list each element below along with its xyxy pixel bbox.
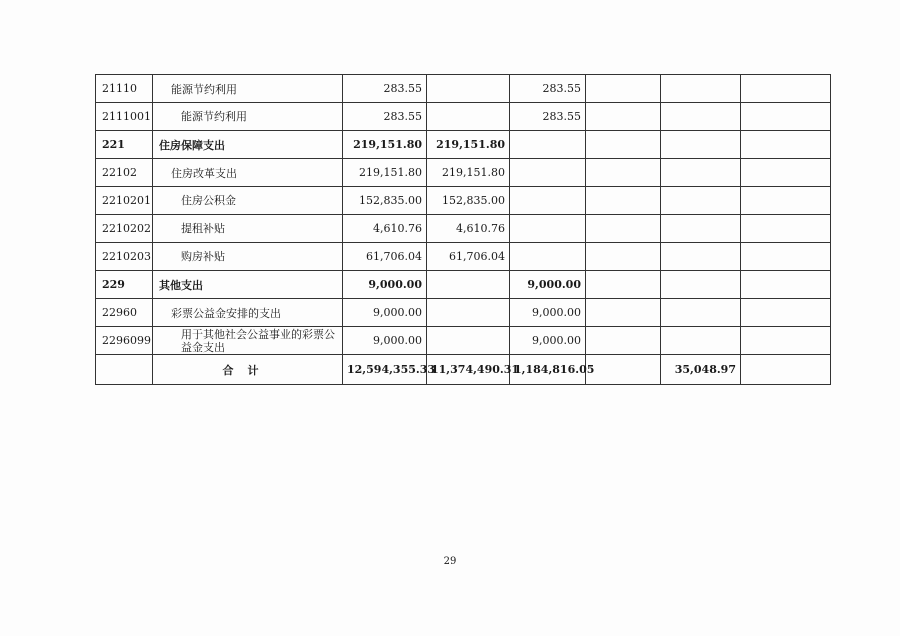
table-row bbox=[96, 299, 831, 327]
row-code: 2296099 bbox=[96, 327, 153, 355]
row-amount-c3 bbox=[510, 215, 586, 243]
row-name: 其他支出 bbox=[153, 271, 343, 299]
row-code: 2111001 bbox=[96, 103, 153, 131]
row-amount-c1: 9,000.00 bbox=[343, 327, 427, 355]
row-name: 住房改革支出 bbox=[153, 159, 343, 187]
row-amount-c6 bbox=[741, 187, 831, 215]
row-amount-c5 bbox=[661, 103, 741, 131]
row-amount-c2 bbox=[427, 299, 510, 327]
table-body bbox=[96, 75, 831, 385]
row-amount-c1: 61,706.04 bbox=[343, 243, 427, 271]
row-amount-c3: 9,000.00 bbox=[510, 299, 586, 327]
row-name: 住房公积金 bbox=[153, 187, 343, 215]
row-amount-c1: 283.55 bbox=[343, 75, 427, 103]
row-amount-c4 bbox=[586, 103, 661, 131]
row-name: 能源节约利用 bbox=[153, 75, 343, 103]
row-amount-c2: 4,610.76 bbox=[427, 215, 510, 243]
table-row bbox=[96, 75, 831, 103]
row-code: 22102 bbox=[96, 159, 153, 187]
row-amount-c6 bbox=[741, 243, 831, 271]
row-amount-c5 bbox=[661, 271, 741, 299]
row-amount-c3: 283.55 bbox=[510, 103, 586, 131]
row-amount-c2: 219,151.80 bbox=[427, 131, 510, 159]
row-code: 2210201 bbox=[96, 187, 153, 215]
row-amount-c5 bbox=[661, 187, 741, 215]
row-name: 用于其他社会公益事业的彩票公益金支出 bbox=[153, 327, 343, 355]
table-row bbox=[96, 215, 831, 243]
total-label: 合计 bbox=[153, 355, 343, 385]
row-amount-c4 bbox=[586, 187, 661, 215]
row-amount-c6 bbox=[741, 327, 831, 355]
row-amount-c6 bbox=[741, 131, 831, 159]
row-amount-c6 bbox=[741, 299, 831, 327]
table-row bbox=[96, 159, 831, 187]
row-amount-c3: 9,000.00 bbox=[510, 271, 586, 299]
budget-expenditure-table bbox=[95, 74, 831, 385]
row-amount-c5 bbox=[661, 299, 741, 327]
total-amount-c5: 35,048.97 bbox=[661, 355, 741, 385]
row-amount-c5 bbox=[661, 131, 741, 159]
page-number: 29 bbox=[443, 556, 457, 567]
row-amount-c1: 219,151.80 bbox=[343, 131, 427, 159]
row-amount-c3 bbox=[510, 243, 586, 271]
row-amount-c2: 219,151.80 bbox=[427, 159, 510, 187]
row-code: 229 bbox=[96, 271, 153, 299]
table-row bbox=[96, 327, 831, 355]
row-code: 21110 bbox=[96, 75, 153, 103]
row-amount-c2 bbox=[427, 103, 510, 131]
row-code: 22960 bbox=[96, 299, 153, 327]
row-amount-c4 bbox=[586, 299, 661, 327]
row-name: 能源节约利用 bbox=[153, 103, 343, 131]
row-amount-c1: 283.55 bbox=[343, 103, 427, 131]
row-amount-c5 bbox=[661, 75, 741, 103]
row-amount-c4 bbox=[586, 243, 661, 271]
total-amount-c1: 12,594,355.33 bbox=[343, 355, 427, 385]
table-row bbox=[96, 131, 831, 159]
row-amount-c5 bbox=[661, 159, 741, 187]
row-amount-c6 bbox=[741, 159, 831, 187]
total-amount-c6 bbox=[741, 355, 831, 385]
table-row bbox=[96, 271, 831, 299]
row-amount-c4 bbox=[586, 215, 661, 243]
row-code: 221 bbox=[96, 131, 153, 159]
row-amount-c1: 9,000.00 bbox=[343, 299, 427, 327]
row-amount-c4 bbox=[586, 75, 661, 103]
row-amount-c3 bbox=[510, 159, 586, 187]
row-amount-c4 bbox=[586, 159, 661, 187]
row-amount-c6 bbox=[741, 271, 831, 299]
row-name: 彩票公益金安排的支出 bbox=[153, 299, 343, 327]
total-amount-c4 bbox=[586, 355, 661, 385]
total-row bbox=[96, 355, 831, 385]
table-row bbox=[96, 187, 831, 215]
row-amount-c2 bbox=[427, 75, 510, 103]
row-amount-c2: 152,835.00 bbox=[427, 187, 510, 215]
row-code: 2210202 bbox=[96, 215, 153, 243]
row-amount-c1: 152,835.00 bbox=[343, 187, 427, 215]
row-amount-c3: 9,000.00 bbox=[510, 327, 586, 355]
row-amount-c3: 283.55 bbox=[510, 75, 586, 103]
total-code-cell bbox=[96, 355, 153, 385]
row-amount-c1: 219,151.80 bbox=[343, 159, 427, 187]
row-name: 住房保障支出 bbox=[153, 131, 343, 159]
row-amount-c3 bbox=[510, 187, 586, 215]
row-amount-c3 bbox=[510, 131, 586, 159]
row-amount-c2: 61,706.04 bbox=[427, 243, 510, 271]
row-code: 2210203 bbox=[96, 243, 153, 271]
total-amount-c3: 1,184,816.05 bbox=[510, 355, 586, 385]
row-amount-c6 bbox=[741, 215, 831, 243]
table-row bbox=[96, 103, 831, 131]
row-name: 购房补贴 bbox=[153, 243, 343, 271]
row-amount-c4 bbox=[586, 327, 661, 355]
row-amount-c4 bbox=[586, 271, 661, 299]
row-amount-c4 bbox=[586, 131, 661, 159]
row-amount-c2 bbox=[427, 271, 510, 299]
row-name: 提租补贴 bbox=[153, 215, 343, 243]
row-amount-c1: 9,000.00 bbox=[343, 271, 427, 299]
row-amount-c2 bbox=[427, 327, 510, 355]
row-amount-c6 bbox=[741, 103, 831, 131]
row-amount-c5 bbox=[661, 215, 741, 243]
row-amount-c5 bbox=[661, 327, 741, 355]
row-amount-c5 bbox=[661, 243, 741, 271]
table-row bbox=[96, 243, 831, 271]
row-amount-c1: 4,610.76 bbox=[343, 215, 427, 243]
row-amount-c6 bbox=[741, 75, 831, 103]
total-amount-c2: 11,374,490.31 bbox=[427, 355, 510, 385]
